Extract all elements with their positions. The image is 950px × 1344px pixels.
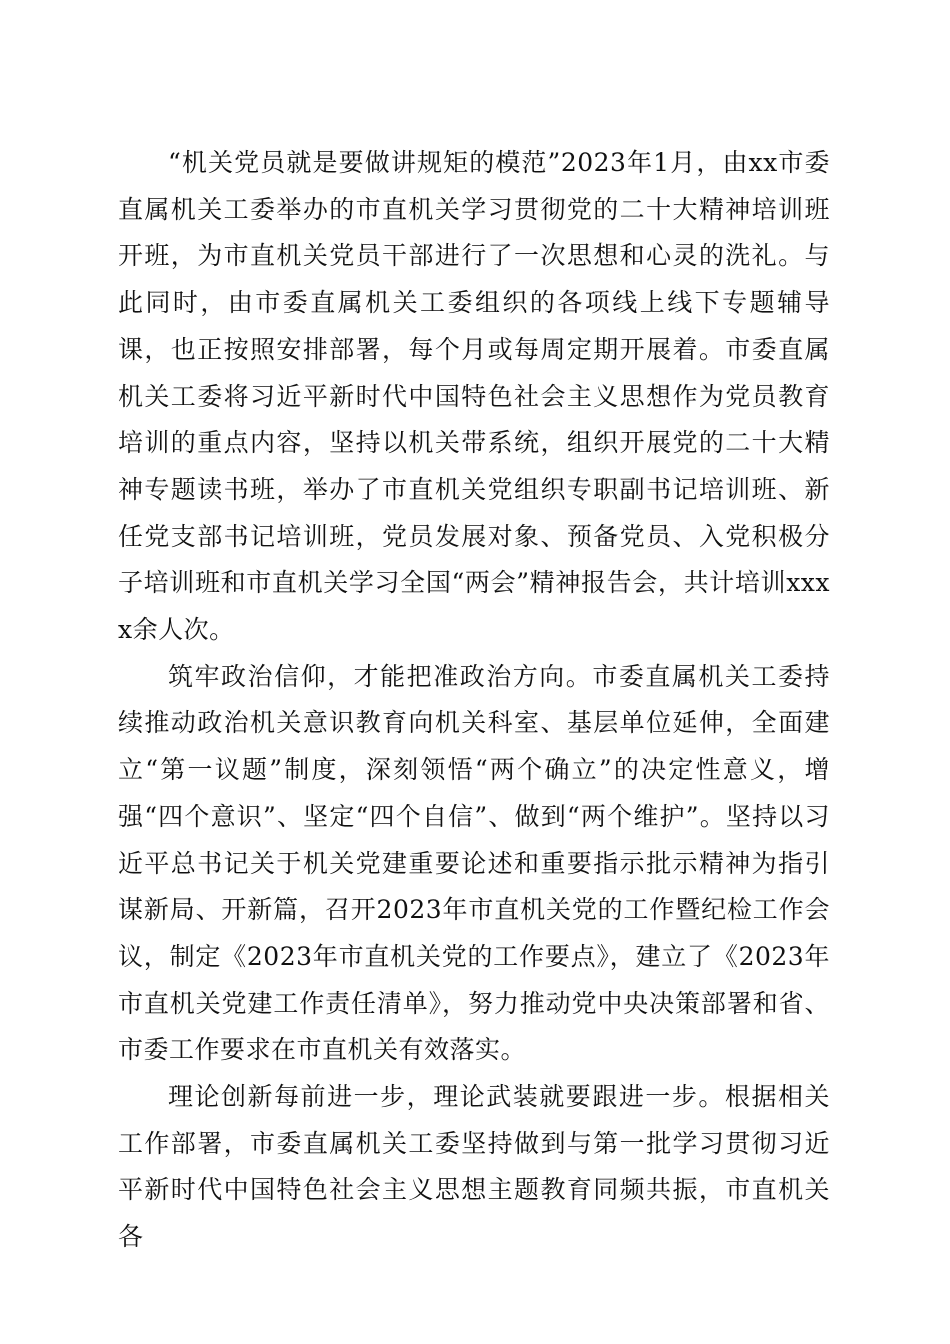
paragraph-1: “机关党员就是要做讲规矩的模范”2023年1月，由xx市委直属机关工委举办的市直机关学习贯彻党的二十大精神培训班开班，为市直机关党员干部进行了一次思想和心灵的洗礼。与此同时，由市委直属机关工委组织的各项线上线下专题辅导课，也正按照安排部署，每个月或每周定期开展着。市委直属机关工委将习近平新时代中国特色社会主义思想作为党员教育培训的重点内容，坚持以机关带系统，组织开展党的二十大精神专题读书班，举办了市直机关党组织专职副书记培训班、新任党支部书记培训班，党员发展对象、预备党员、入党积极分子培训班和市直机关学习全国“两会”精神报告会，共计培训xxxx余人次。 <box>118 148 830 645</box>
document-body <box>118 140 830 1261</box>
paragraph-2: 筑牢政治信仰，才能把准政治方向。市委直属机关工委持续推动政治机关意识教育向机关科室、基层单位延伸，全面建立“第一议题”制度，深刻领悟“两个确立”的决定性意义，增强“四个意识”、坚定“四个自信”、做到“两个维护”。坚持以习近平总书记关于机关党建重要论述和重要指示批示精神为指引谋新局、开新篇，召开2023年市直机关党的工作暨纪检工作会议，制定《2023年市直机关党的工作要点》，建立了《2023年市直机关党建工作责任清单》，努力推动党中央决策部署和省、市委工作要求在市直机关有效落实。 <box>118 661 830 1065</box>
paragraph-3: 理论创新每前进一步，理论武装就要跟进一步。根据相关工作部署，市委直属机关工委坚持做到与第一批学习贯彻习近平新时代中国特色社会主义思想主题教育同频共振，市直机关各 <box>118 1082 830 1252</box>
